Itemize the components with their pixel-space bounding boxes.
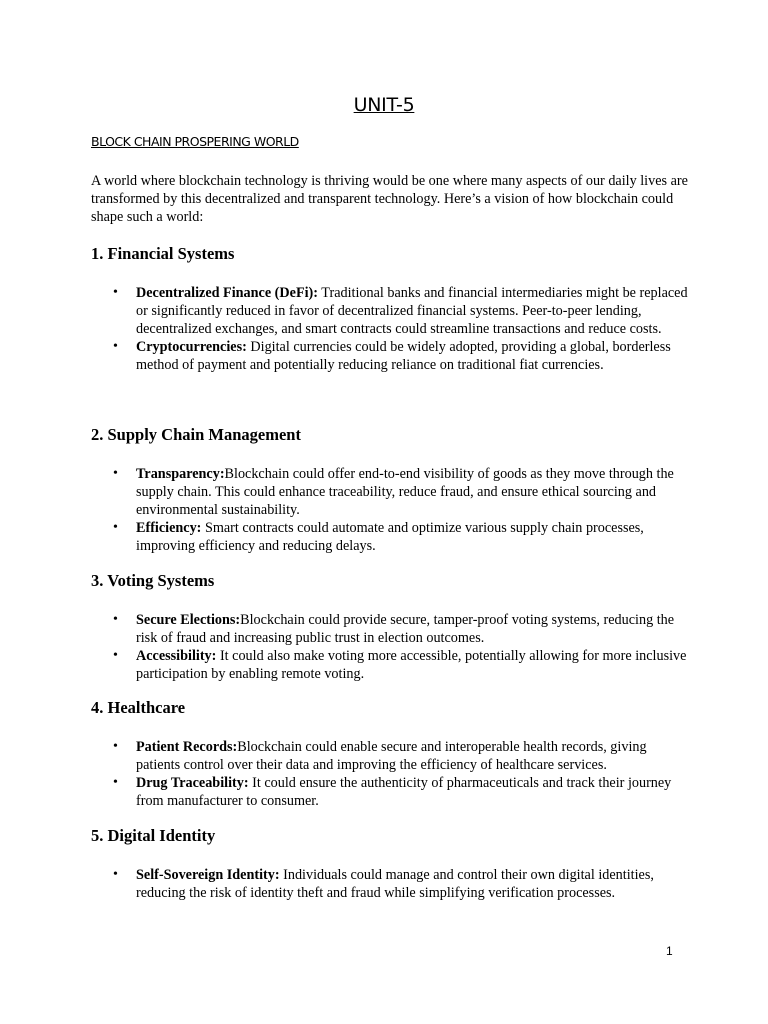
bullet-icon: • (113, 867, 118, 882)
list-item-text: Blockchain could enable secure and interoperable health records, giving patients control over their data and improving the efficiency of healthcare services. (136, 739, 647, 773)
intro-paragraph: A world where blockchain technology is thriving would be one where many aspects of our daily lives are transformed by this decentralized and transparent technology. Here’s a vision of how blockchain could shape such a world: (91, 173, 688, 225)
list-item-term: Drug Traceability: (136, 775, 249, 791)
list-item (91, 465, 691, 519)
topic-financial-systems (91, 243, 691, 374)
list-item-text: Digital currencies could be widely adopted, providing a global, borderless method of payment and potentially reducing reliance on traditional fiat currencies. (136, 339, 671, 373)
bullet-list (91, 866, 691, 902)
list-item-text: It could ensure the authenticity of pharmaceuticals and track their journey from manufacturer to consumer. (136, 775, 672, 809)
bullet-list (91, 284, 691, 374)
bullet-list (91, 465, 691, 555)
list-item-term: Decentralized Finance (DeFi): (136, 285, 319, 301)
page-number: 1 (666, 944, 673, 958)
bullet-icon: • (113, 339, 118, 354)
list-item-term: Self-Sovereign Identity: (136, 867, 280, 883)
list-item-term: Accessibility: (136, 648, 217, 664)
list-item-text: Traditional banks and financial intermediaries might be replaced or significantly reduced in favor of decentralized financial systems. Peer-to-peer lending, decentralized exchanges, and smart contracts could streamline transactions and reduce costs. (136, 285, 688, 337)
bullet-icon: • (113, 520, 118, 535)
bullet-icon: • (113, 285, 118, 300)
list-item-term: Secure Elections: (136, 612, 241, 628)
list-item-text: Individuals could manage and control their own digital identities, reducing the risk of identity theft and fraud while simplifying verification processes. (136, 867, 654, 901)
bullet-list (91, 738, 691, 810)
topic-heading: 2. Supply Chain Management (91, 425, 301, 444)
list-item (91, 519, 691, 555)
list-item-term: Patient Records: (136, 739, 238, 755)
topic-supply-chain-management (91, 424, 691, 555)
bullet-icon: • (113, 775, 118, 790)
list-item-text: Blockchain could provide secure, tamper-proof voting systems, reducing the risk of fraud and increasing public trust in election outcomes. (136, 612, 675, 646)
list-item (91, 774, 691, 810)
list-item (91, 647, 691, 683)
topic-digital-identity (91, 825, 691, 902)
list-item (91, 738, 691, 774)
topic-heading: 3. Voting Systems (91, 571, 215, 590)
list-item (91, 611, 691, 647)
section-heading: BLOCK CHAIN PROSPERING WORLD (91, 134, 299, 149)
list-item-text: Blockchain could offer end-to-end visibility of goods as they move through the supply chain. This could enhance traceability, reduce fraud, and ensure ethical sourcing and environmental sustainability. (136, 466, 674, 518)
topic-voting-systems (91, 570, 691, 683)
topic-heading: 5. Digital Identity (91, 826, 216, 845)
topic-heading: 4. Healthcare (91, 698, 186, 717)
list-item (91, 866, 691, 902)
list-item-text: It could also make voting more accessible, potentially allowing for more inclusive participation by enabling remote voting. (136, 648, 687, 682)
bullet-icon: • (113, 739, 118, 754)
bullet-icon: • (113, 612, 118, 627)
bullet-icon: • (113, 648, 118, 663)
bullet-list (91, 611, 691, 683)
list-item (91, 284, 691, 338)
page-title: UNIT-5 (353, 94, 415, 116)
bullet-icon: • (113, 466, 118, 481)
list-item (91, 338, 691, 374)
list-item-term: Cryptocurrencies: (136, 339, 247, 355)
topic-heading: 1. Financial Systems (91, 244, 235, 263)
list-item-text: Smart contracts could automate and optimize various supply chain processes, improving efficiency and reducing delays. (136, 520, 644, 554)
list-item-term: Transparency: (136, 466, 225, 482)
list-item-term: Efficiency: (136, 520, 202, 536)
topic-healthcare (91, 697, 691, 810)
